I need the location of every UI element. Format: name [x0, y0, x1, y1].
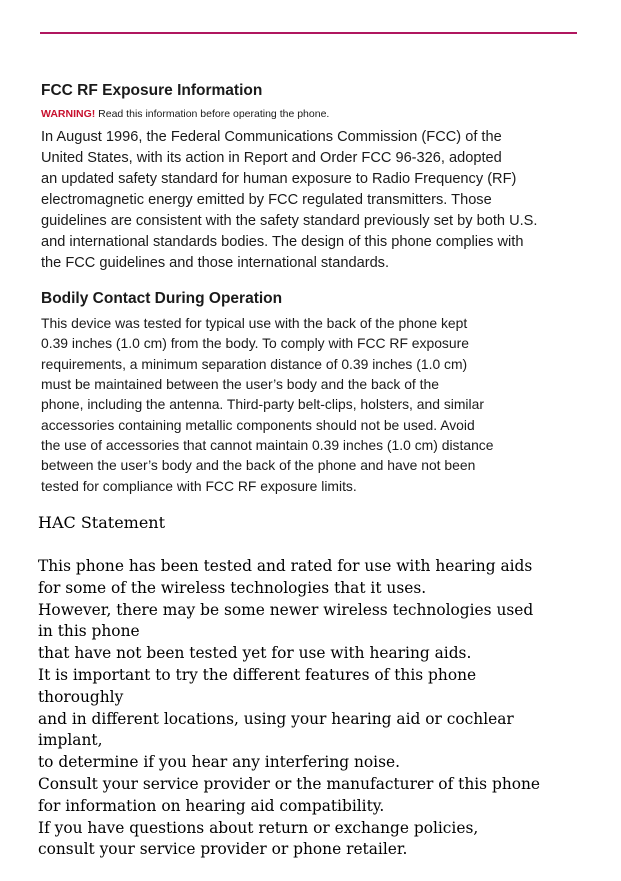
paragraph-line: that have not been tested yet for use with hearing aids.: [38, 644, 472, 663]
warning-text: Read this information before operating the phone.: [95, 108, 330, 120]
paragraph-line: for some of the wireless technologies that it uses.: [38, 578, 427, 597]
paragraph-line: phone, including the antenna. Third-party belt-clips, holsters, and similar: [41, 396, 484, 413]
bodily-contact-paragraph: [41, 313, 586, 496]
paragraph-line: the use of accessories that cannot maintain 0.39 inches (1.0 cm) distance: [41, 437, 494, 454]
paragraph-line: In August 1996, the Federal Communications Commission (FCC) of the: [41, 129, 502, 145]
hac-statement-body: [38, 556, 613, 861]
paragraph-line: the FCC guidelines and those international standards.: [41, 255, 390, 271]
paragraph-line: for information on hearing aid compatibility.: [38, 796, 385, 815]
paragraph-line: between the user’s body and the back of the phone and have not been: [41, 457, 476, 474]
paragraph-line: This phone has been tested and rated for use with hearing aids: [38, 557, 533, 575]
paragraph-line: consult your service provider or phone retailer.: [38, 840, 408, 859]
paragraph-line: This device was tested for typical use with the back of the phone kept: [41, 315, 468, 331]
warning-note: [41, 108, 329, 120]
paragraph-line: United States, with its action in Report and Order FCC 96-326, adopted: [41, 150, 502, 166]
fcc-rf-paragraph: [41, 127, 586, 274]
warning-label: WARNING!: [41, 108, 96, 120]
paragraph-line: must be maintained between the user’s body and the back of the: [41, 376, 439, 393]
paragraph-line: thoroughly: [38, 687, 124, 706]
hac-statement-heading: HAC Statement: [38, 513, 166, 532]
paragraph-line: tested for compliance with FCC RF exposure limits.: [41, 477, 357, 494]
paragraph-line: requirements, a minimum separation distance of 0.39 inches (1.0 cm): [41, 355, 468, 372]
fcc-rf-heading: FCC RF Exposure Information: [41, 82, 263, 99]
paragraph-line: implant,: [38, 731, 103, 750]
paragraph-line: If you have questions about return or exchange policies,: [38, 818, 479, 837]
paragraph-line: guidelines are consistent with the safety standard previously set by both U.S.: [41, 213, 538, 229]
paragraph-line: in this phone: [38, 622, 140, 641]
bodily-contact-heading: Bodily Contact During Operation: [41, 290, 283, 307]
paragraph-line: accessories containing metallic components should not be used. Avoid: [41, 416, 475, 433]
paragraph-line: to determine if you hear any interfering noise.: [38, 753, 401, 772]
paragraph-line: However, there may be some newer wireless technologies used: [38, 600, 534, 619]
paragraph-line: and international standards bodies. The design of this phone complies with: [41, 234, 524, 250]
paragraph-line: It is important to try the different features of this phone: [38, 665, 477, 684]
paragraph-line: 0.39 inches (1.0 cm) from the body. To comply with FCC RF exposure: [41, 335, 469, 352]
paragraph-line: an updated safety standard for human exposure to Radio Frequency (RF): [41, 171, 517, 187]
paragraph-line: Consult your service provider or the manufacturer of this phone: [38, 774, 541, 793]
paragraph-line: electromagnetic energy emitted by FCC regulated transmitters. Those: [41, 192, 492, 208]
paragraph-line: and in different locations, using your hearing aid or cochlear: [38, 709, 514, 728]
header-rule: [40, 32, 577, 34]
